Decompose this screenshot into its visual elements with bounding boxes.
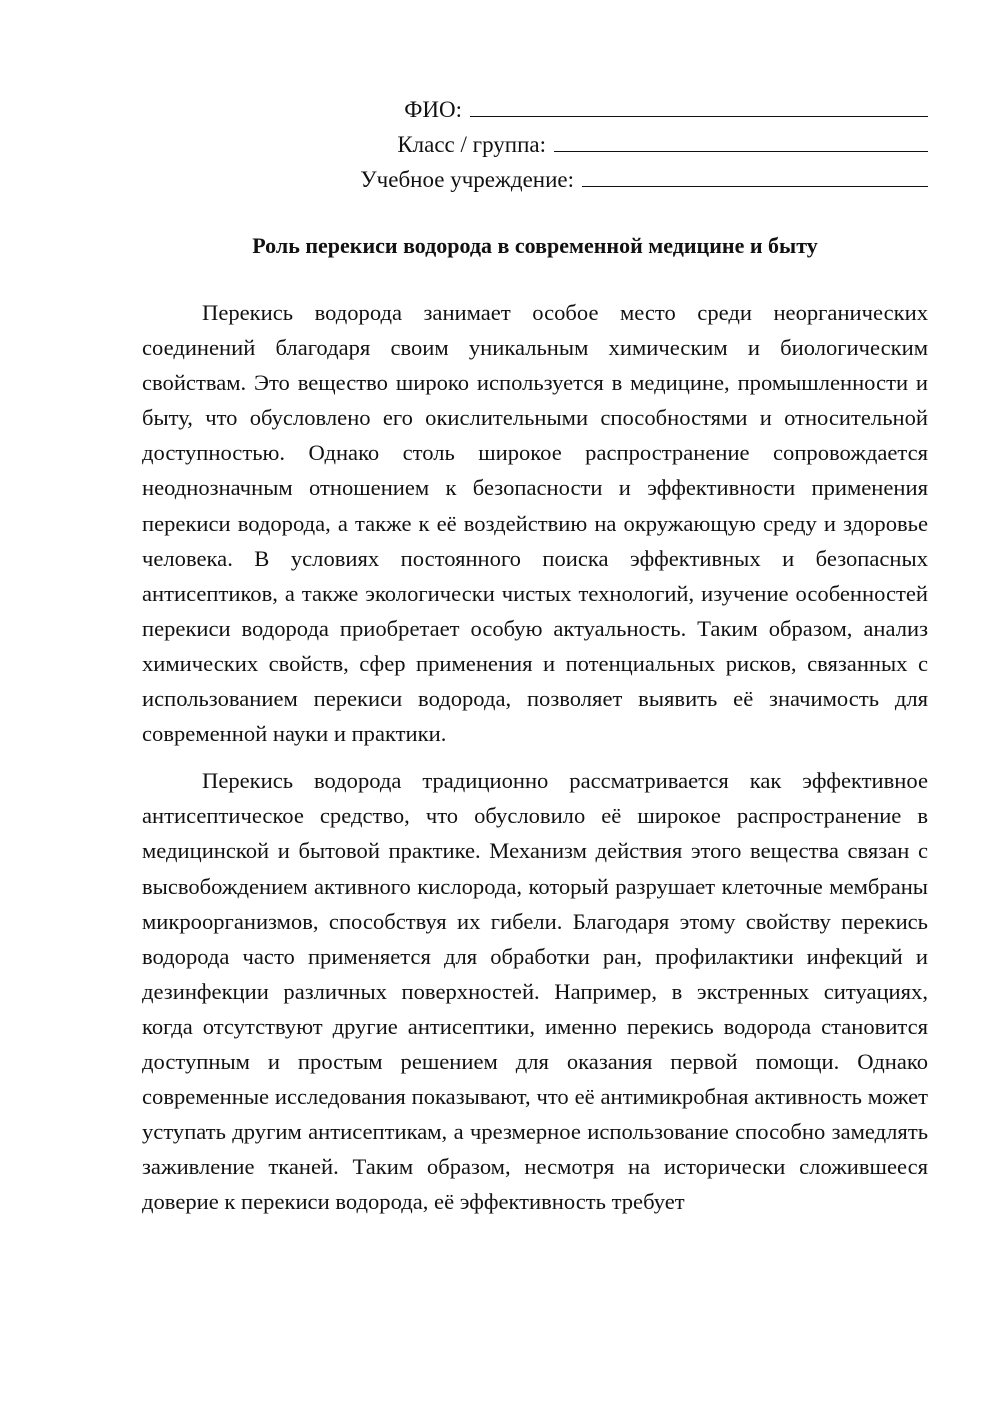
document-title: Роль перекиси водорода в современной медицине и быту (252, 233, 818, 258)
institution-label: Учебное учреждение: (360, 167, 574, 192)
class-blank-line (554, 129, 928, 152)
document-body (142, 295, 928, 1231)
student-info-block (328, 92, 928, 197)
fio-field (328, 92, 928, 127)
class-label: Класс / группа: (397, 132, 546, 157)
institution-field (328, 162, 928, 197)
paragraph: Перекись водорода традиционно рассматривается как эффективное антисептическое средство, что обусловило её широкое распространение в медицинской и бытовой практике. Механизм действия этого вещества связан с высвобождением активного кислорода, который разрушает клеточные мембраны микроорганизмов, способствуя их гибели. Благодаря этому свойству перекись водорода часто применяется для обработки ран, профилактики инфекций и дезинфекции различных поверхностей. Например, в экстренных ситуациях, когда отсутствуют другие антисептики, именно перекись водорода становится доступным и простым решением для оказания первой помощи. Однако современные исследования показывают, что её антимикробная активность может уступать другим антисептикам, а чрезмерное использование способно замедлять заживление тканей. Таким образом, несмотря на исторически сложившееся доверие к перекиси водорода, её эффективность требует (142, 768, 928, 1215)
class-field (328, 127, 928, 162)
fio-label: ФИО: (404, 97, 462, 122)
institution-blank-line (582, 164, 928, 187)
paragraph: Перекись водорода занимает особое место среди неорганических соединений благодаря своим уникальным химическим и биологическим свойствам. Это вещество широко используется в медицине, промышленности и быту, что обусловлено его окислительными способностями и относительной доступностью. Однако столь широкое распространение сопровождается неоднозначным отношением к безопасности и эффективности применения перекиси водорода, а также к её воздействию на окружающую среду и здоровье человека. В условиях постоянного поиска эффективных и безопасных антисептиков, а также экологически чистых технологий, изучение особенностей перекиси водорода приобретает особую актуальность. Таким образом, анализ химических свойств, сфер применения и потенциальных рисков, связанных с использованием перекиси водорода, позволяет выявить её значимость для современной науки и практики. (142, 300, 928, 747)
fio-blank-line (470, 94, 928, 117)
